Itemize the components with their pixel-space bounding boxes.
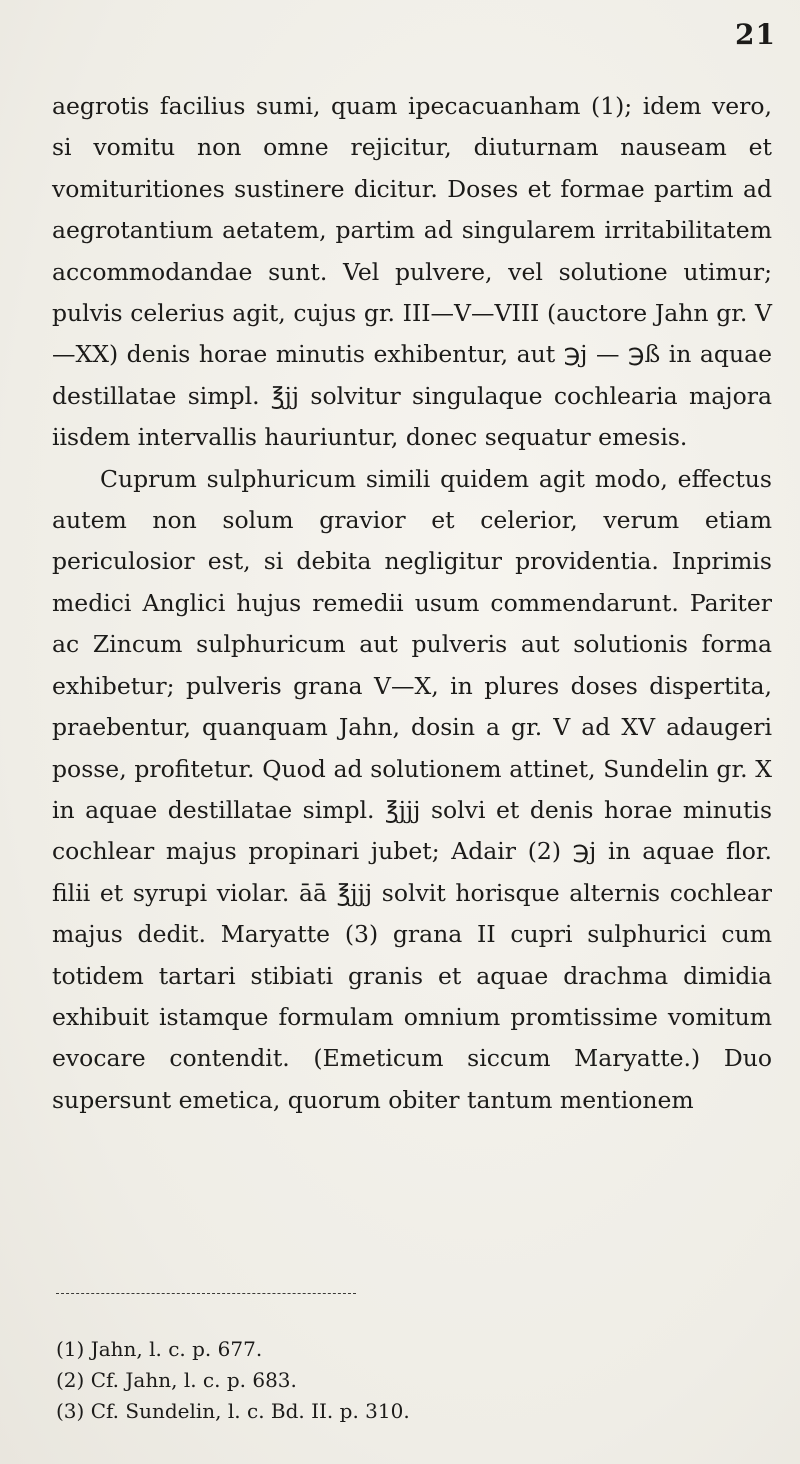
paragraph-1: aegrotis facilius sumi, quam ipecacuanham (1); idem vero, si vomitu non omne rejicitur, diuturnam nauseam et vomituritiones sustinere dicitur. Doses et formae partim ad aegrotantium aetatem, partim ad singularem irritabilitatem accommodandae sunt. Vel pulvere, vel solutione utimur; pulvis celerius agit, cujus gr. III—V—VIII (auctore Jahn gr. V—XX) denis horae minutis exhibentur, aut ℈j — ℈ß in aquae destillatae simpl. ℥jj solvitur singulaque cochlearia majora iisdem intervallis hauriuntur, donec sequatur emesis. (52, 92, 772, 452)
footnote-divider (56, 1293, 356, 1294)
footnote-3: (3) Cf. Sundelin, l. c. Bd. II. p. 310. (56, 1399, 410, 1423)
footnote-2: (2) Cf. Jahn, l. c. p. 683. (56, 1368, 297, 1392)
paragraph-2: Cuprum sulphuricum simili quidem agit modo, effectus autem non solum gravior et celerior, verum etiam periculosior est, si debita negligitur providentia. Inprimis medici Anglici hujus remedii usum commendarunt. Pariter ac Zincum sulphuricum aut pulveris aut solutionis forma exhibetur; pulveris grana V—X, in plures doses dispertita, praebentur, quanquam Jahn, dosin a gr. V ad XV adaugeri posse, profitetur. Quod ad solutionem attinet, Sundelin gr. X in aquae destillatae simpl. ℥jjj solvi et denis horae minutis cochlear majus propinari jubet; Adair (2) ℈j in aquae flor. filii et syrupi violar. āā ℥jjj solvit horisque alternis cochlear majus dedit. Maryatte (3) grana II cupri sulphurici cum totidem tartari stibiati granis et aquae drachma dimidia exhibuit istamque formulam omnium promtissime vomitum evocare contendit. (Emeticum siccum Maryatte.) Duo supersunt emetica, quorum obiter tantum mentionem (52, 464, 772, 1114)
footnote-1: (1) Jahn, l. c. p. 677. (56, 1337, 263, 1361)
page-number: 21 (735, 18, 776, 51)
body-text (52, 86, 772, 1121)
footnotes (56, 1334, 756, 1427)
